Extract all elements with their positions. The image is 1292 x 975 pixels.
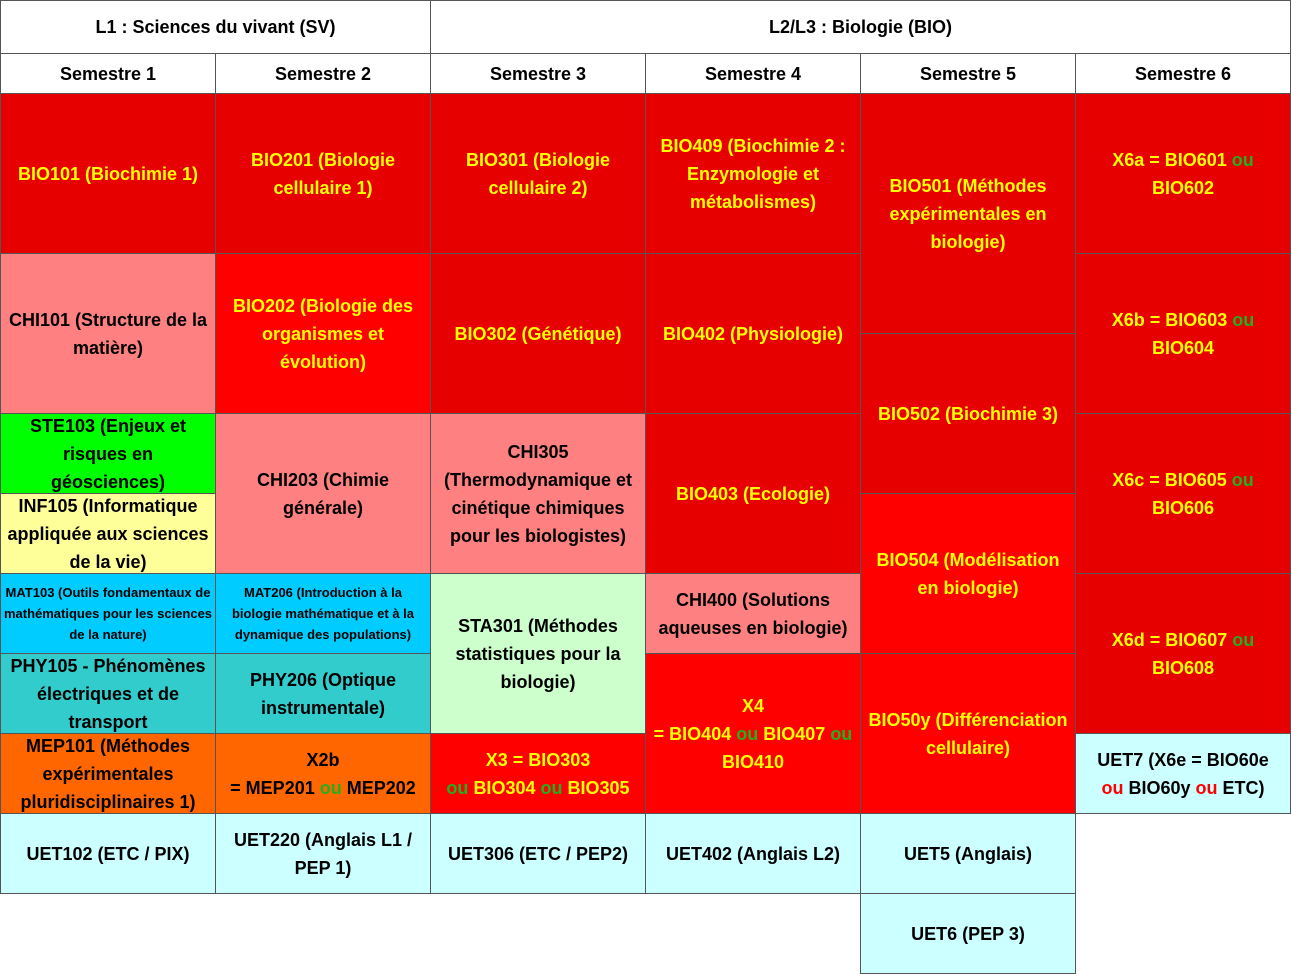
course-label: CHI203 (Chimie générale) — [256, 469, 390, 518]
course-bio50y — [860, 653, 1076, 814]
x6d-option-b: BIO608 — [1151, 657, 1215, 678]
or-connector: ou — [1232, 309, 1255, 330]
x6a-option-a: X6a = BIO601 — [1112, 149, 1227, 170]
course-chi203 — [215, 413, 431, 574]
x2b-text — [230, 746, 416, 802]
course-label: BIO101 (Biochimie 1) — [17, 163, 199, 184]
course-bio402 — [645, 253, 861, 414]
course-x6a — [1075, 93, 1291, 254]
x3-option-b: BIO304 — [473, 777, 536, 798]
course-x2b — [215, 733, 431, 814]
header-l1-label: L1 : Sciences du vivant (SV) — [95, 17, 336, 37]
semester-label: Semestre 4 — [704, 63, 802, 84]
x3-option-c: BIO305 — [567, 777, 630, 798]
semester-label: Semestre 1 — [59, 63, 157, 84]
course-bio502 — [860, 333, 1076, 494]
x3-option-a: X3 = BIO303 — [485, 749, 591, 770]
or-connector: ou — [736, 723, 759, 744]
course-label: BIO202 (Biologie des organismes et évolution) — [232, 295, 414, 372]
course-bio202 — [215, 253, 431, 414]
course-bio201 — [215, 93, 431, 254]
or-connector: ou — [1232, 629, 1255, 650]
course-mat206 — [215, 573, 431, 654]
course-sta301 — [430, 573, 646, 734]
semester-3-header — [430, 53, 646, 94]
x4-option-b: BIO407 — [763, 723, 826, 744]
x2b-option-b: MEP202 — [346, 777, 416, 798]
course-x6c — [1075, 413, 1291, 574]
course-label: PHY105 - Phénomènes électriques et de transport — [10, 655, 206, 732]
x6b-option-a: X6b = BIO603 — [1111, 309, 1228, 330]
course-label: BIO302 (Génétique) — [454, 323, 622, 344]
x6d-option-a: X6d = BIO607 — [1111, 629, 1228, 650]
course-bio501 — [860, 93, 1076, 334]
course-label: MEP101 (Méthodes expérimentales pluridisciplinaires 1) — [20, 735, 196, 812]
course-label: UET102 (ETC / PIX) — [26, 843, 190, 864]
x2b-title: X2b — [306, 749, 340, 770]
x4-title: X4 — [741, 695, 764, 716]
course-bio504 — [860, 493, 1076, 654]
course-bio101 — [0, 93, 216, 254]
course-label: BIO50y (Différenciation cellulaire) — [868, 709, 1068, 758]
course-label: STA301 (Méthodes statistiques pour la biologie) — [455, 615, 621, 692]
x4-text — [654, 692, 853, 776]
semester-4-header — [645, 53, 861, 94]
course-x6d — [1075, 573, 1291, 734]
course-label: UET5 (Anglais) — [903, 843, 1032, 864]
course-label: MAT103 (Outils fondamentaux de mathématiques pour les sciences de la nature) — [3, 585, 213, 642]
course-mat103 — [0, 573, 216, 654]
course-uet102 — [0, 813, 216, 894]
course-bio302 — [430, 253, 646, 414]
course-label: CHI400 (Solutions aqueuses en biologie) — [658, 589, 848, 638]
course-label: UET220 (Anglais L1 / PEP 1) — [233, 829, 413, 878]
or-connector: ou — [830, 723, 853, 744]
x4-option-c: BIO410 — [721, 751, 785, 772]
course-uet7 — [1075, 733, 1291, 814]
course-label: STE103 (Enjeux et risques en géosciences) — [29, 415, 187, 492]
header-l2l3 — [430, 0, 1291, 54]
or-connector: ou — [446, 777, 469, 798]
course-label: CHI305 (Thermodynamique et cinétique chimiques pour les biologistes) — [443, 441, 633, 546]
course-chi305 — [430, 413, 646, 574]
course-bio301 — [430, 93, 646, 254]
course-phy105 — [0, 653, 216, 734]
semester-6-header — [1075, 53, 1291, 94]
uet7-option-b: BIO60y — [1128, 777, 1191, 798]
course-label: UET306 (ETC / PEP2) — [447, 843, 629, 864]
or-connector: ou — [540, 777, 563, 798]
course-mep101 — [0, 733, 216, 814]
course-label: BIO502 (Biochimie 3) — [877, 403, 1059, 424]
x6a-text — [1112, 146, 1254, 202]
uet7-option-c: ETC) — [1222, 777, 1265, 798]
course-ste103 — [0, 413, 216, 494]
uet7-option-a: UET7 (X6e = BIO60e — [1097, 749, 1269, 770]
semester-2-header — [215, 53, 431, 94]
course-label: BIO201 (Biologie cellulaire 1) — [250, 149, 396, 198]
or-connector: ou — [1231, 469, 1254, 490]
semester-label: Semestre 5 — [919, 63, 1017, 84]
course-label: UET402 (Anglais L2) — [665, 843, 841, 864]
semester-5-header — [860, 53, 1076, 94]
semester-label: Semestre 2 — [274, 63, 372, 84]
course-label: UET6 (PEP 3) — [911, 923, 1025, 944]
course-label: BIO409 (Biochimie 2 : Enzymologie et métabolismes) — [660, 135, 846, 212]
course-x3 — [430, 733, 646, 814]
course-phy206 — [215, 653, 431, 734]
course-chi101 — [0, 253, 216, 414]
or-connector: ou — [1231, 149, 1254, 170]
course-label: BIO501 (Méthodes expérimentales en biologie) — [889, 175, 1047, 252]
course-uet5 — [860, 813, 1076, 894]
or-connector: ou — [1195, 777, 1218, 798]
course-label: BIO504 (Modélisation en biologie) — [876, 549, 1060, 598]
course-bio409 — [645, 93, 861, 254]
semester-label: Semestre 6 — [1134, 63, 1232, 84]
course-chi400 — [645, 573, 861, 654]
course-label: BIO402 (Physiologie) — [662, 323, 844, 344]
x6c-text — [1112, 466, 1254, 522]
uet7-text — [1097, 746, 1269, 802]
course-inf105 — [0, 493, 216, 574]
x6c-option-b: BIO606 — [1151, 497, 1215, 518]
x2b-option-a: = MEP201 — [230, 777, 315, 798]
header-l1 — [0, 0, 431, 54]
x6b-option-b: BIO604 — [1151, 337, 1215, 358]
x3-text — [446, 746, 629, 802]
course-uet6 — [860, 893, 1076, 974]
semester-label: Semestre 3 — [489, 63, 587, 84]
course-label: CHI101 (Structure de la matière) — [8, 309, 208, 358]
course-label: PHY206 (Optique instrumentale) — [249, 669, 397, 718]
course-label: INF105 (Informatique appliquée aux sciences de la vie) — [7, 495, 209, 572]
course-label: BIO403 (Ecologie) — [675, 483, 831, 504]
x6c-option-a: X6c = BIO605 — [1112, 469, 1227, 490]
x6b-text — [1112, 306, 1255, 362]
course-bio403 — [645, 413, 861, 574]
course-uet402 — [645, 813, 861, 894]
course-uet306 — [430, 813, 646, 894]
or-connector: ou — [1101, 777, 1124, 798]
course-label: BIO301 (Biologie cellulaire 2) — [465, 149, 611, 198]
semester-1-header — [0, 53, 216, 94]
course-uet220 — [215, 813, 431, 894]
x6d-text — [1112, 626, 1255, 682]
x4-option-a: = BIO404 — [653, 723, 732, 744]
course-x4 — [645, 653, 861, 814]
header-l2l3-label: L2/L3 : Biologie (BIO) — [769, 17, 952, 37]
or-connector: ou — [319, 777, 342, 798]
course-label: MAT206 (Introduction à la biologie mathématique et à la dynamique des populations) — [231, 585, 415, 642]
x6a-option-b: BIO602 — [1151, 177, 1215, 198]
course-x6b — [1075, 253, 1291, 414]
